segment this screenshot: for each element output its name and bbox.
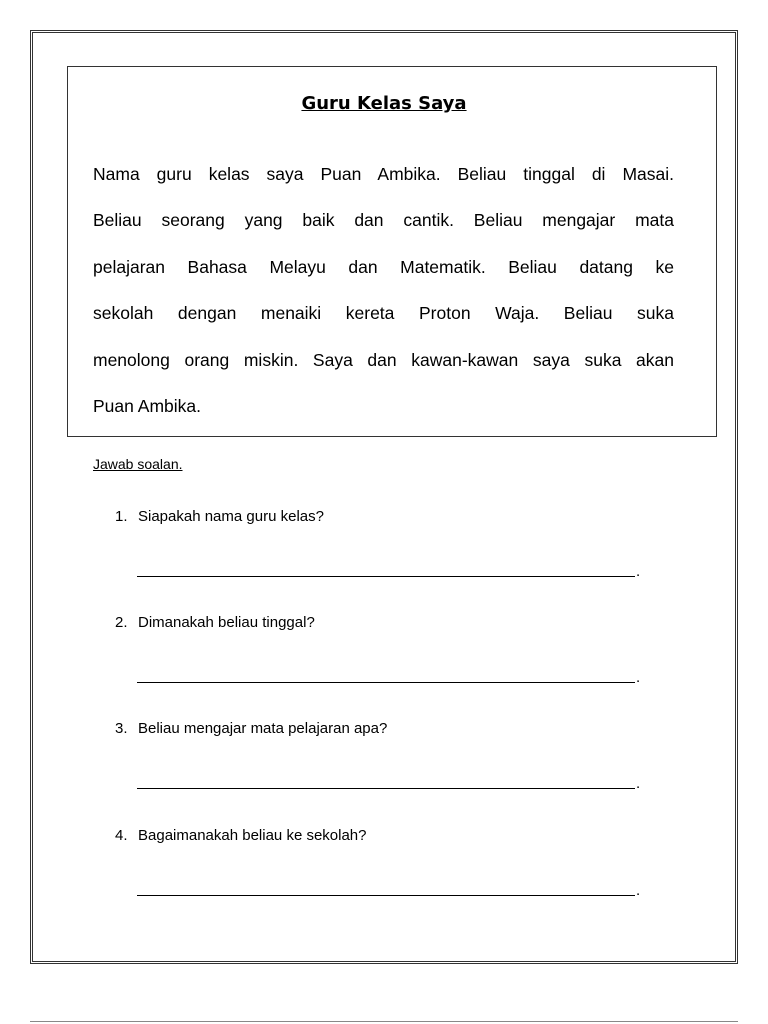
answer-period: .	[636, 775, 641, 792]
answer-period: .	[636, 563, 641, 580]
question-number: 1.	[115, 508, 128, 525]
answer-line-1[interactable]	[137, 576, 635, 577]
answer-line-2[interactable]	[137, 682, 635, 683]
question-text: Siapakah nama guru kelas?	[138, 508, 324, 525]
story-line: menolong orang miskin. Saya dan kawan-kawan saya suka akan	[93, 350, 674, 370]
story-box	[67, 66, 717, 437]
page-divider	[30, 1021, 738, 1022]
instructions-heading: Jawab soalan.	[93, 456, 183, 472]
question-number: 3.	[115, 720, 128, 737]
question-3	[115, 720, 387, 738]
question-4	[115, 827, 367, 845]
story-title: Guru Kelas Saya	[301, 93, 467, 114]
answer-line-3[interactable]	[137, 788, 635, 789]
story-line: pelajaran Bahasa Melayu dan Matematik. Beliau datang ke	[93, 257, 674, 277]
story-line: Beliau seorang yang baik dan cantik. Beliau mengajar mata	[93, 210, 674, 230]
question-text: Dimanakah beliau tinggal?	[138, 614, 315, 631]
story-line: Puan Ambika.	[93, 396, 201, 416]
answer-period: .	[636, 669, 641, 686]
question-2	[115, 614, 315, 632]
question-text: Bagaimanakah beliau ke sekolah?	[138, 827, 367, 844]
question-number: 4.	[115, 827, 128, 844]
story-line: Nama guru kelas saya Puan Ambika. Beliau tinggal di Masai.	[93, 164, 674, 184]
answer-period: .	[636, 882, 641, 899]
story-line: sekolah dengan menaiki kereta Proton Waja. Beliau suka	[93, 303, 674, 323]
question-number: 2.	[115, 614, 128, 631]
question-text: Beliau mengajar mata pelajaran apa?	[138, 720, 388, 737]
question-1	[115, 508, 324, 526]
answer-line-4[interactable]	[137, 895, 635, 896]
